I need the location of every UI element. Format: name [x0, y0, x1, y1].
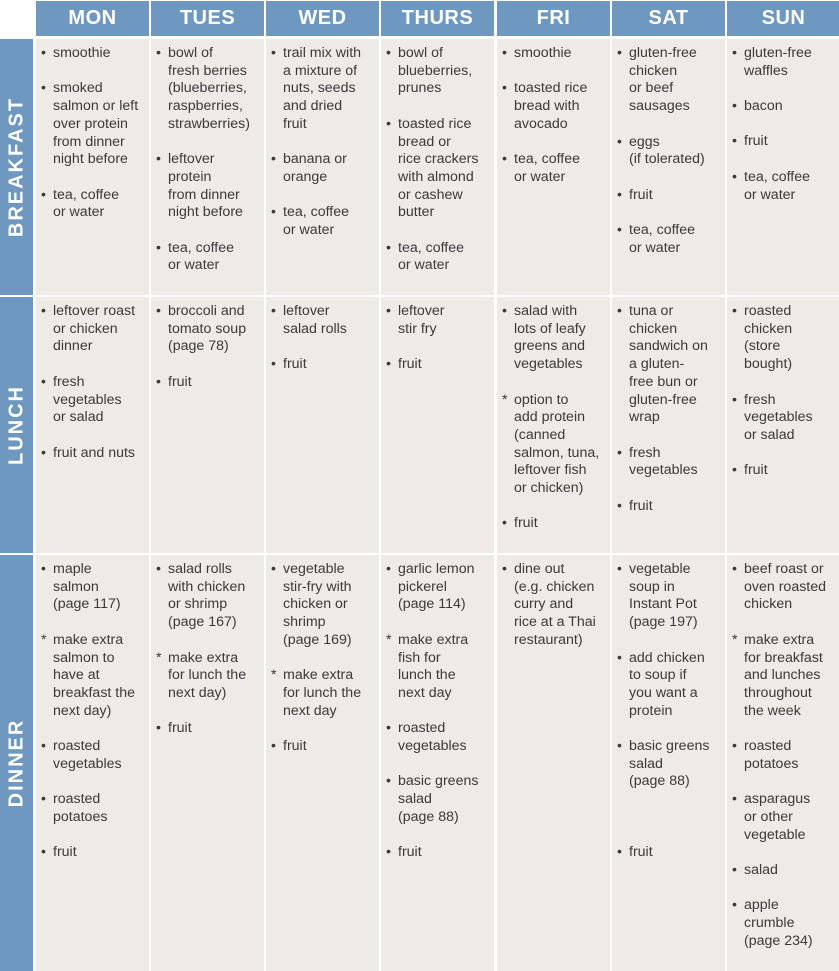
menu-item: • fresh vegetables: [615, 445, 719, 480]
menu-item: • fruit: [615, 498, 719, 516]
cell-dinner-wed: [266, 555, 379, 971]
menu-item: • fruit: [39, 844, 143, 862]
menu-item: • fruit and nuts: [39, 445, 143, 463]
meal-label-text: LUNCH: [5, 385, 27, 465]
meal-label-dinner: [0, 555, 33, 971]
menu-item: • fruit: [384, 356, 488, 374]
note-item: * make extra fish for lunch the next day: [384, 632, 488, 703]
note-item: * make extra for lunch the next day): [154, 650, 258, 703]
menu-item: • maple salmon (page 117): [39, 561, 143, 614]
menu-item: • tea, coffee or water: [615, 222, 719, 257]
menu-item: • salad: [730, 862, 834, 880]
menu-item: • leftover roast or chicken dinner: [39, 303, 143, 356]
menu-item: • banana or orange: [269, 151, 373, 186]
menu-item: • smoothie: [500, 45, 604, 63]
menu-item: • beef roast or oven roasted chicken: [730, 561, 834, 614]
menu-item: • add chicken to soup if you want a protein: [615, 650, 719, 721]
note-item: * make extra for breakfast and lunches throughout the week: [730, 632, 834, 721]
menu-item: • vegetable stir-fry with chicken or shrimp (page 169): [269, 561, 373, 650]
day-header-sat: SAT: [612, 1, 725, 36]
menu-item: • apple crumble (page 234): [730, 897, 834, 950]
menu-item: • fruit: [269, 738, 373, 756]
menu-item: • dine out (e.g. chicken curry and rice at a Thai restaurant): [500, 561, 604, 650]
cell-dinner-fri: [497, 555, 610, 971]
day-header-sun: SUN: [727, 1, 839, 36]
spacer: [615, 809, 719, 827]
note-item: * make extra salmon to have at breakfast the next day): [39, 632, 143, 721]
menu-item: • fruit: [500, 515, 604, 533]
cell-dinner-tues: [151, 555, 264, 971]
day-header-fri: FRI: [497, 1, 610, 36]
menu-item: • bowl of fresh berries (blueberries, raspberries, strawberries): [154, 45, 258, 134]
day-header-mon: MON: [36, 1, 149, 36]
menu-item: • tuna or chicken sandwich on a gluten- free bun or gluten-free wrap: [615, 303, 719, 427]
menu-item: • gluten-free chicken or beef sausages: [615, 45, 719, 116]
meal-label-lunch: [0, 297, 33, 553]
cell-lunch-thurs: [381, 297, 494, 553]
menu-item: • smoked salmon or left over protein from dinner night before: [39, 80, 143, 169]
cell-lunch-tues: [151, 297, 264, 553]
cell-breakfast-fri: [497, 39, 610, 295]
menu-item: • tea, coffee or water: [500, 151, 604, 186]
note-item: * option to add protein (canned salmon, tuna, leftover fish or chicken): [500, 392, 604, 498]
cell-dinner-mon: [36, 555, 149, 971]
menu-item: • leftover salad rolls: [269, 303, 373, 338]
menu-item: • roasted potatoes: [730, 738, 834, 773]
menu-item: • asparagus or other vegetable: [730, 791, 834, 844]
menu-item: • fresh vegetables or salad: [39, 374, 143, 427]
menu-item: • tea, coffee or water: [269, 204, 373, 239]
menu-item: • vegetable soup in Instant Pot (page 197): [615, 561, 719, 632]
meal-label-text: DINNER: [5, 718, 27, 808]
menu-item: • fruit: [615, 187, 719, 205]
menu-item: • broccoli and tomato soup (page 78): [154, 303, 258, 356]
meal-label-breakfast: [0, 39, 33, 295]
menu-item: • salad with lots of leafy greens and vegetables: [500, 303, 604, 374]
menu-item: • leftover protein from dinner night before: [154, 151, 258, 222]
menu-item: • fruit: [154, 720, 258, 738]
day-header-wed: WED: [266, 1, 379, 36]
menu-item: • toasted rice bread with avocado: [500, 80, 604, 133]
menu-item: • fresh vegetables or salad: [730, 392, 834, 445]
meal-label-text: BREAKFAST: [5, 96, 27, 238]
cell-dinner-thurs: [381, 555, 494, 971]
menu-item: • toasted rice bread or rice crackers with almond or cashew butter: [384, 116, 488, 222]
day-header-tues: TUES: [151, 1, 264, 36]
menu-item: • fruit: [154, 374, 258, 392]
cell-dinner-sun: [727, 555, 839, 971]
cell-lunch-mon: [36, 297, 149, 553]
cell-breakfast-sun: [727, 39, 839, 295]
menu-item: • fruit: [269, 356, 373, 374]
menu-item: • basic greens salad (page 88): [384, 773, 488, 826]
menu-item: • leftover stir fry: [384, 303, 488, 338]
menu-item: • tea, coffee or water: [384, 240, 488, 275]
menu-item: • salad rolls with chicken or shrimp (page 167): [154, 561, 258, 632]
menu-item: • smoothie: [39, 45, 143, 63]
note-item: * make extra for lunch the next day: [269, 667, 373, 720]
menu-item: • basic greens salad (page 88): [615, 738, 719, 791]
menu-item: • gluten-free waffles: [730, 45, 834, 80]
cell-breakfast-tues: [151, 39, 264, 295]
menu-item: • roasted potatoes: [39, 791, 143, 826]
menu-item: • eggs (if tolerated): [615, 134, 719, 169]
menu-item: • tea, coffee or water: [730, 169, 834, 204]
menu-item: • tea, coffee or water: [39, 187, 143, 222]
menu-item: • fruit: [384, 844, 488, 862]
menu-item: • roasted vegetables: [384, 720, 488, 755]
cell-lunch-sat: [612, 297, 725, 553]
cell-breakfast-mon: [36, 39, 149, 295]
menu-item: • roasted vegetables: [39, 738, 143, 773]
menu-item: • bacon: [730, 98, 834, 116]
menu-item: • garlic lemon pickerel (page 114): [384, 561, 488, 614]
menu-item: • fruit: [730, 133, 834, 151]
cell-breakfast-wed: [266, 39, 379, 295]
menu-item: • fruit: [615, 844, 719, 862]
menu-item: • tea, coffee or water: [154, 240, 258, 275]
day-header-thurs: THURS: [381, 1, 494, 36]
cell-dinner-sat: [612, 555, 725, 971]
cell-lunch-sun: [727, 297, 839, 553]
cell-breakfast-sat: [612, 39, 725, 295]
cell-lunch-fri: [497, 297, 610, 553]
cell-breakfast-thurs: [381, 39, 494, 295]
menu-item: • roasted chicken (store bought): [730, 303, 834, 374]
menu-item: • bowl of blueberries, prunes: [384, 45, 488, 98]
cell-lunch-wed: [266, 297, 379, 553]
menu-item: • fruit: [730, 462, 834, 480]
menu-item: • trail mix with a mixture of nuts, seeds and dried fruit: [269, 45, 373, 134]
